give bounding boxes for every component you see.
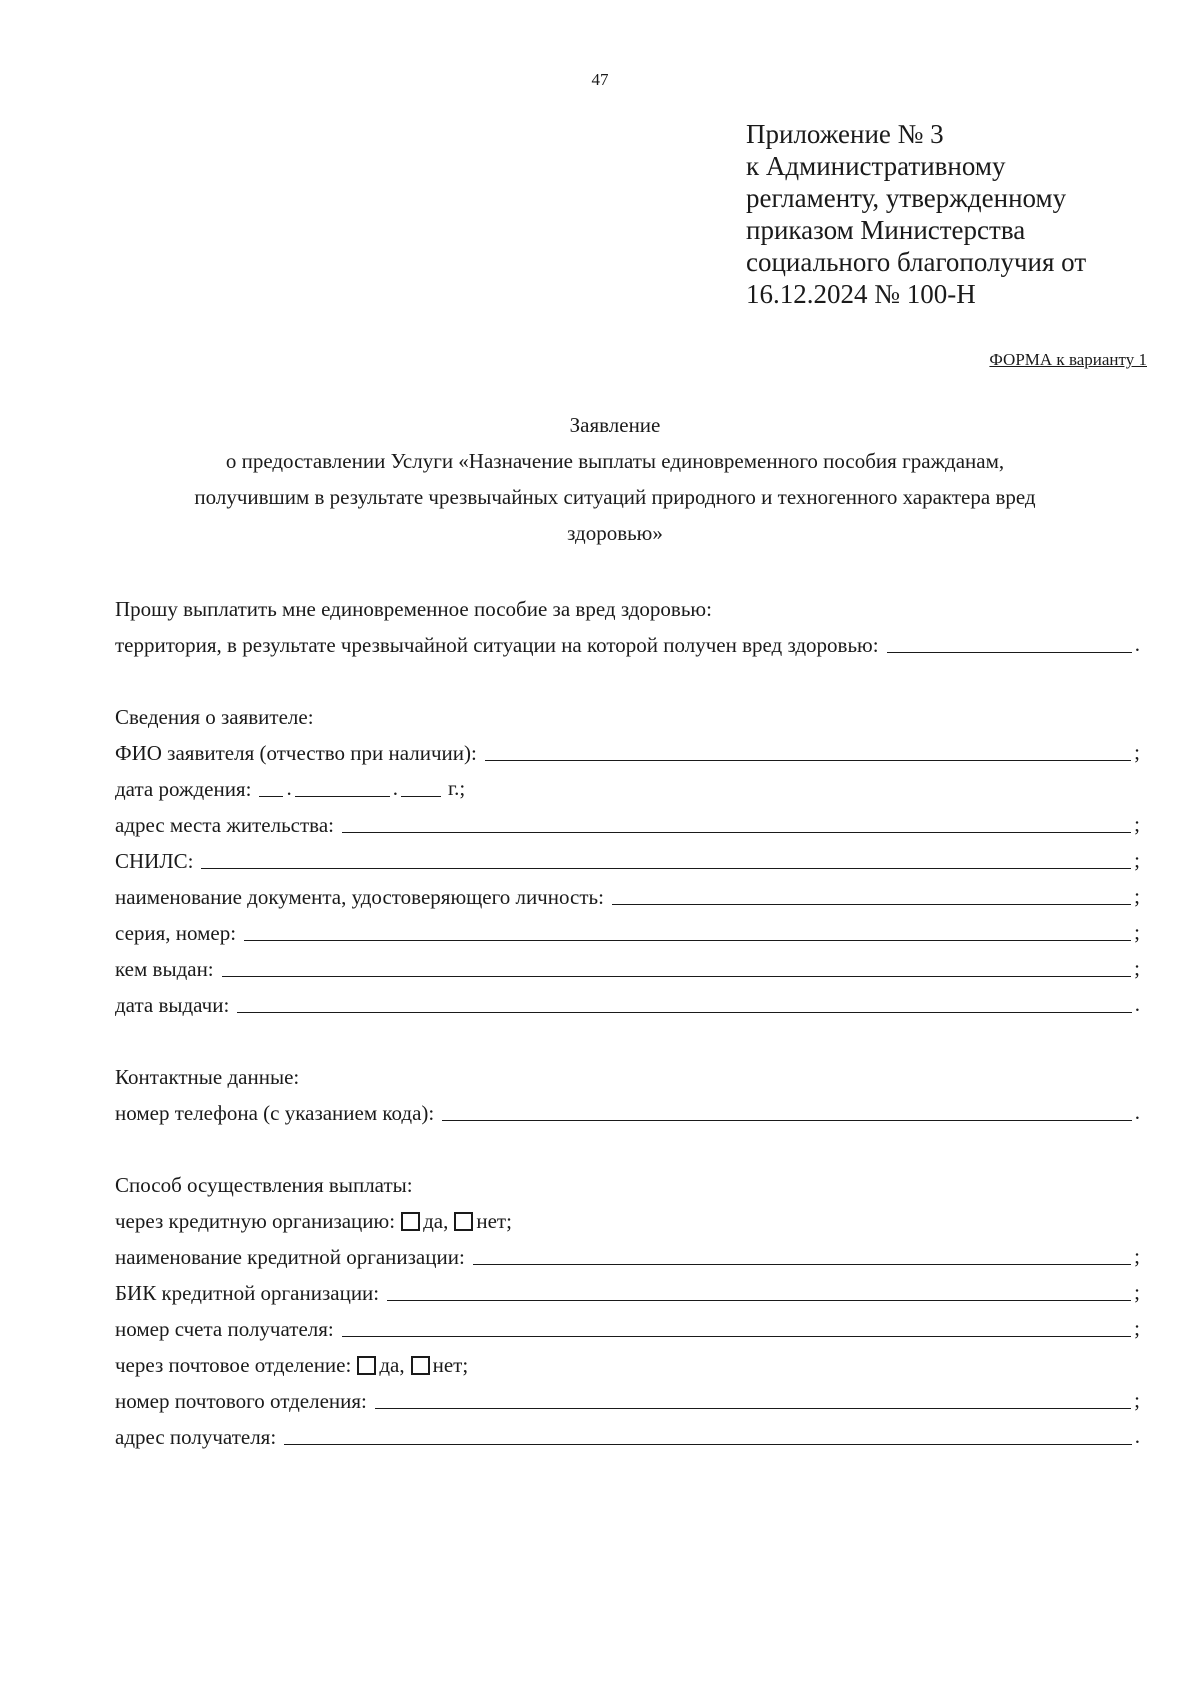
line-end-semicolon: ;: [1134, 812, 1140, 836]
bik-field[interactable]: [387, 1300, 1131, 1301]
birth-day-field[interactable]: [259, 796, 283, 797]
recipient-address-line: [115, 1420, 1140, 1450]
birth-year-suffix: г.;: [447, 776, 466, 800]
form-variant-label: ФОРМА к варианту 1: [989, 350, 1147, 369]
issued-by-field[interactable]: [222, 976, 1132, 977]
issue-date-field[interactable]: [237, 1012, 1131, 1013]
account-line: [115, 1312, 1140, 1342]
phone-field[interactable]: [442, 1120, 1131, 1121]
appendix-line: регламенту, утвержденному: [746, 183, 1067, 213]
snils-field[interactable]: [201, 868, 1131, 869]
contacts-heading-line: [115, 1060, 1140, 1090]
bik-label: БИК кредитной организации:: [115, 1281, 380, 1305]
issued-by-label: кем выдан:: [115, 957, 214, 981]
id-document-line: [115, 880, 1140, 910]
birth-date-label: дата рождения:: [115, 777, 252, 801]
date-separator: .: [286, 776, 292, 800]
title-heading: Заявление: [569, 413, 661, 437]
phone-line: [115, 1096, 1140, 1126]
line-end-semicolon: ;: [1134, 848, 1140, 872]
address-field[interactable]: [342, 832, 1131, 833]
line-end-period: .: [1134, 992, 1140, 1016]
appendix-line: Приложение № 3: [746, 119, 944, 149]
line-end-semicolon: ;: [1134, 1316, 1140, 1340]
title-line: здоровью»: [567, 521, 663, 545]
fio-label: ФИО заявителя (отчество при наличии):: [115, 741, 477, 765]
post-number-field[interactable]: [375, 1408, 1131, 1409]
line-end-period: .: [1134, 1424, 1140, 1448]
applicant-heading-line: [115, 700, 1140, 730]
line-end-semicolon: ;: [1134, 884, 1140, 908]
territory-label: территория, в результате чрезвычайной ситуации на которой получен вред здоровью:: [115, 633, 879, 657]
line-end-semicolon: ;: [1134, 956, 1140, 980]
appendix-block: [746, 118, 1166, 310]
appendix-line: социального благополучия от: [746, 247, 1087, 277]
line-end-period: .: [1134, 632, 1140, 656]
bank-name-line: [115, 1240, 1140, 1270]
post-yes-checkbox[interactable]: [357, 1356, 376, 1375]
request-text-line: [115, 592, 1140, 622]
credit-yes-label: да,: [423, 1209, 449, 1233]
line-end-semicolon: ;: [1134, 920, 1140, 944]
line-end-semicolon: ;: [1134, 740, 1140, 764]
bik-line: [115, 1276, 1140, 1306]
address-label: адрес места жительства:: [115, 813, 334, 837]
birth-month-field[interactable]: [295, 796, 390, 797]
credit-yes-checkbox[interactable]: [401, 1212, 420, 1231]
post-yes-label: да,: [379, 1353, 405, 1377]
fio-field[interactable]: [485, 760, 1131, 761]
phone-label: номер телефона (с указанием кода):: [115, 1101, 435, 1125]
credit-no-checkbox[interactable]: [454, 1212, 473, 1231]
account-field[interactable]: [342, 1336, 1131, 1337]
title-line: о предоставлении Услуги «Назначение выплаты единовременного пособия гражданам,: [225, 449, 1005, 473]
bank-name-field[interactable]: [473, 1264, 1131, 1265]
post-office-label: через почтовое отделение:: [115, 1353, 352, 1377]
document-title: [110, 407, 1120, 551]
appendix-line: приказом Министерства: [746, 215, 1026, 245]
series-number-line: [115, 916, 1140, 946]
address-line: [115, 808, 1140, 838]
birth-date-line: [115, 772, 1140, 802]
snils-line: [115, 844, 1140, 874]
id-document-field[interactable]: [612, 904, 1131, 905]
page-number: 47: [591, 70, 609, 89]
territory-field[interactable]: [887, 652, 1132, 653]
issued-by-line: [115, 952, 1140, 982]
series-number-field[interactable]: [244, 940, 1131, 941]
contacts-heading: Контактные данные:: [115, 1065, 300, 1089]
line-end-semicolon: ;: [1134, 1388, 1140, 1412]
fio-line: [115, 736, 1140, 766]
recipient-address-label: адрес получателя:: [115, 1425, 277, 1449]
post-office-line: [115, 1348, 1140, 1378]
line-end-period: .: [1134, 1100, 1140, 1124]
date-separator: .: [392, 776, 398, 800]
post-no-label: нет;: [432, 1353, 469, 1377]
issue-date-label: дата выдачи:: [115, 993, 230, 1017]
appendix-line: к Административному: [746, 151, 1006, 181]
birth-year-field[interactable]: [401, 796, 441, 797]
id-document-label: наименование документа, удостоверяющего личность:: [115, 885, 604, 909]
account-label: номер счета получателя:: [115, 1317, 334, 1341]
series-number-label: серия, номер:: [115, 921, 237, 945]
post-number-line: [115, 1384, 1140, 1414]
applicant-heading: Сведения о заявителе:: [115, 705, 314, 729]
bank-name-label: наименование кредитной организации:: [115, 1245, 465, 1269]
payment-heading-line: [115, 1168, 1140, 1198]
post-no-checkbox[interactable]: [411, 1356, 430, 1375]
appendix-line: 16.12.2024 № 100-Н: [746, 279, 976, 309]
payment-heading: Способ осуществления выплаты:: [115, 1173, 413, 1197]
credit-org-label: через кредитную организацию:: [115, 1209, 396, 1233]
credit-org-line: [115, 1204, 1140, 1234]
line-end-semicolon: ;: [1134, 1244, 1140, 1268]
credit-no-label: нет;: [476, 1209, 512, 1233]
recipient-address-field[interactable]: [284, 1444, 1132, 1445]
line-end-semicolon: ;: [1134, 1280, 1140, 1304]
territory-line: [115, 628, 1140, 658]
request-text: Прошу выплатить мне единовременное пособие за вред здоровью:: [115, 597, 712, 621]
snils-label: СНИЛС:: [115, 849, 194, 873]
title-line: получившим в результате чрезвычайных ситуаций природного и техногенного характера вред: [194, 485, 1036, 509]
post-number-label: номер почтового отделения:: [115, 1389, 367, 1413]
issue-date-line: [115, 988, 1140, 1018]
